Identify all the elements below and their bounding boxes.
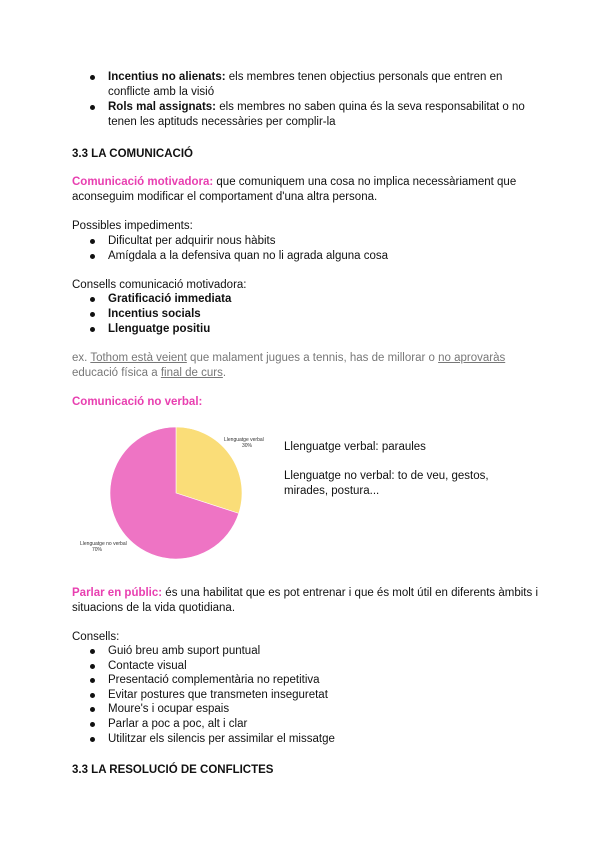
list-item: Parlar a poc a poc, alt i clar — [88, 717, 335, 732]
list-item: Evitar postures que transmeten inseguretat — [88, 688, 335, 703]
parlar-paragraph-line2: situacions de la vida quotidiana. — [72, 602, 236, 614]
no-verbal-text-line2: mirades, postura... — [284, 485, 380, 497]
pie-label-verbal-value: 30% — [242, 443, 253, 449]
list-item: Moure's i ocupar espais — [88, 702, 335, 717]
example-prefix: ex. — [72, 352, 91, 364]
list-item: Contacte visual — [88, 659, 335, 674]
example-end: . — [222, 367, 227, 379]
verbal-text: Llenguatge verbal: paraules — [284, 441, 426, 453]
list-item: Guió breu amb suport puntual — [88, 644, 335, 659]
no-verbal-title: Comunicació no verbal: — [72, 396, 203, 408]
motivadora-paragraph-line2: aconseguim modificar el comportament d'una altra persona. — [72, 191, 378, 203]
top-bullet-list — [88, 70, 525, 130]
list-item: Amígdala a la defensiva quan no li agrada alguna cosa — [88, 249, 388, 264]
pie-label-no-verbal-value: 70% — [92, 547, 103, 553]
motivadora-text: que comuniquem una cosa no implica necessàriament que — [213, 176, 517, 188]
list-item-text: els membres no saben quina és la seva responsabilitat o no — [216, 101, 525, 113]
list-item: Utilitzar els silencis per assimilar el missatge — [88, 732, 335, 747]
list-item — [88, 100, 525, 130]
parlar-consells-list — [88, 644, 335, 746]
list-item — [88, 70, 525, 100]
list-item: Presentació complementària no repetitiva — [88, 673, 335, 688]
motivadora-paragraph — [72, 175, 516, 190]
example-link-1[interactable]: Tothom està veient — [90, 352, 187, 364]
section-heading-conflictes: 3.3 LA RESOLUCIÓ DE CONFLICTES — [72, 764, 274, 776]
impediments-title: Possibles impediments: — [72, 220, 193, 232]
example-link-2[interactable]: no aprovaràs — [438, 352, 506, 364]
motivadora-term: Comunicació motivadora: — [72, 176, 214, 188]
example-text: que malament jugues a tennis, has de millorar o — [186, 352, 439, 364]
parlar-paragraph — [72, 586, 538, 601]
list-item-text: tenen les aptituds necessàries per complir-la — [108, 116, 336, 128]
list-item-term: Incentius no alienats: — [108, 71, 226, 83]
consells-motivadora-list — [88, 292, 231, 337]
example-line2 — [72, 366, 226, 381]
parlar-text: és una habilitat que es pot entrenar i que és molt útil en diferents àmbits i — [162, 587, 538, 599]
parlar-consells-title: Consells: — [72, 631, 120, 643]
consells-motivadora-title: Consells comunicació motivadora: — [72, 279, 247, 291]
pie-chart — [72, 420, 272, 570]
list-item: Dificultat per adquirir nous hàbits — [88, 234, 388, 249]
parlar-term: Parlar en públic: — [72, 587, 163, 599]
pie-label-no-verbal-name: Llenguatge no verbal — [80, 541, 127, 547]
example-text-2: educació física a — [72, 367, 161, 379]
pie-label-verbal-name: Llenguatge verbal — [224, 437, 264, 443]
list-item: Incentius socials — [88, 307, 231, 322]
example-link-3[interactable]: final de curs — [160, 367, 223, 379]
section-heading-comunicacio: 3.3 LA COMUNICACIÓ — [72, 148, 193, 160]
list-item: Llenguatge positiu — [88, 322, 231, 337]
list-item-text: els membres tenen objectius personals que entren en — [225, 71, 503, 83]
list-item: Gratificació immediata — [88, 292, 231, 307]
list-item-term: Rols mal assignats: — [108, 101, 217, 113]
no-verbal-text-line1: Llenguatge no verbal: to de veu, gestos, — [284, 470, 489, 482]
pie-label-no-verbal — [80, 541, 127, 553]
pie-label-verbal — [224, 437, 264, 449]
list-item-text: conflicte amb la visió — [108, 86, 215, 98]
impediments-list — [88, 234, 388, 264]
example-line1 — [72, 351, 505, 366]
